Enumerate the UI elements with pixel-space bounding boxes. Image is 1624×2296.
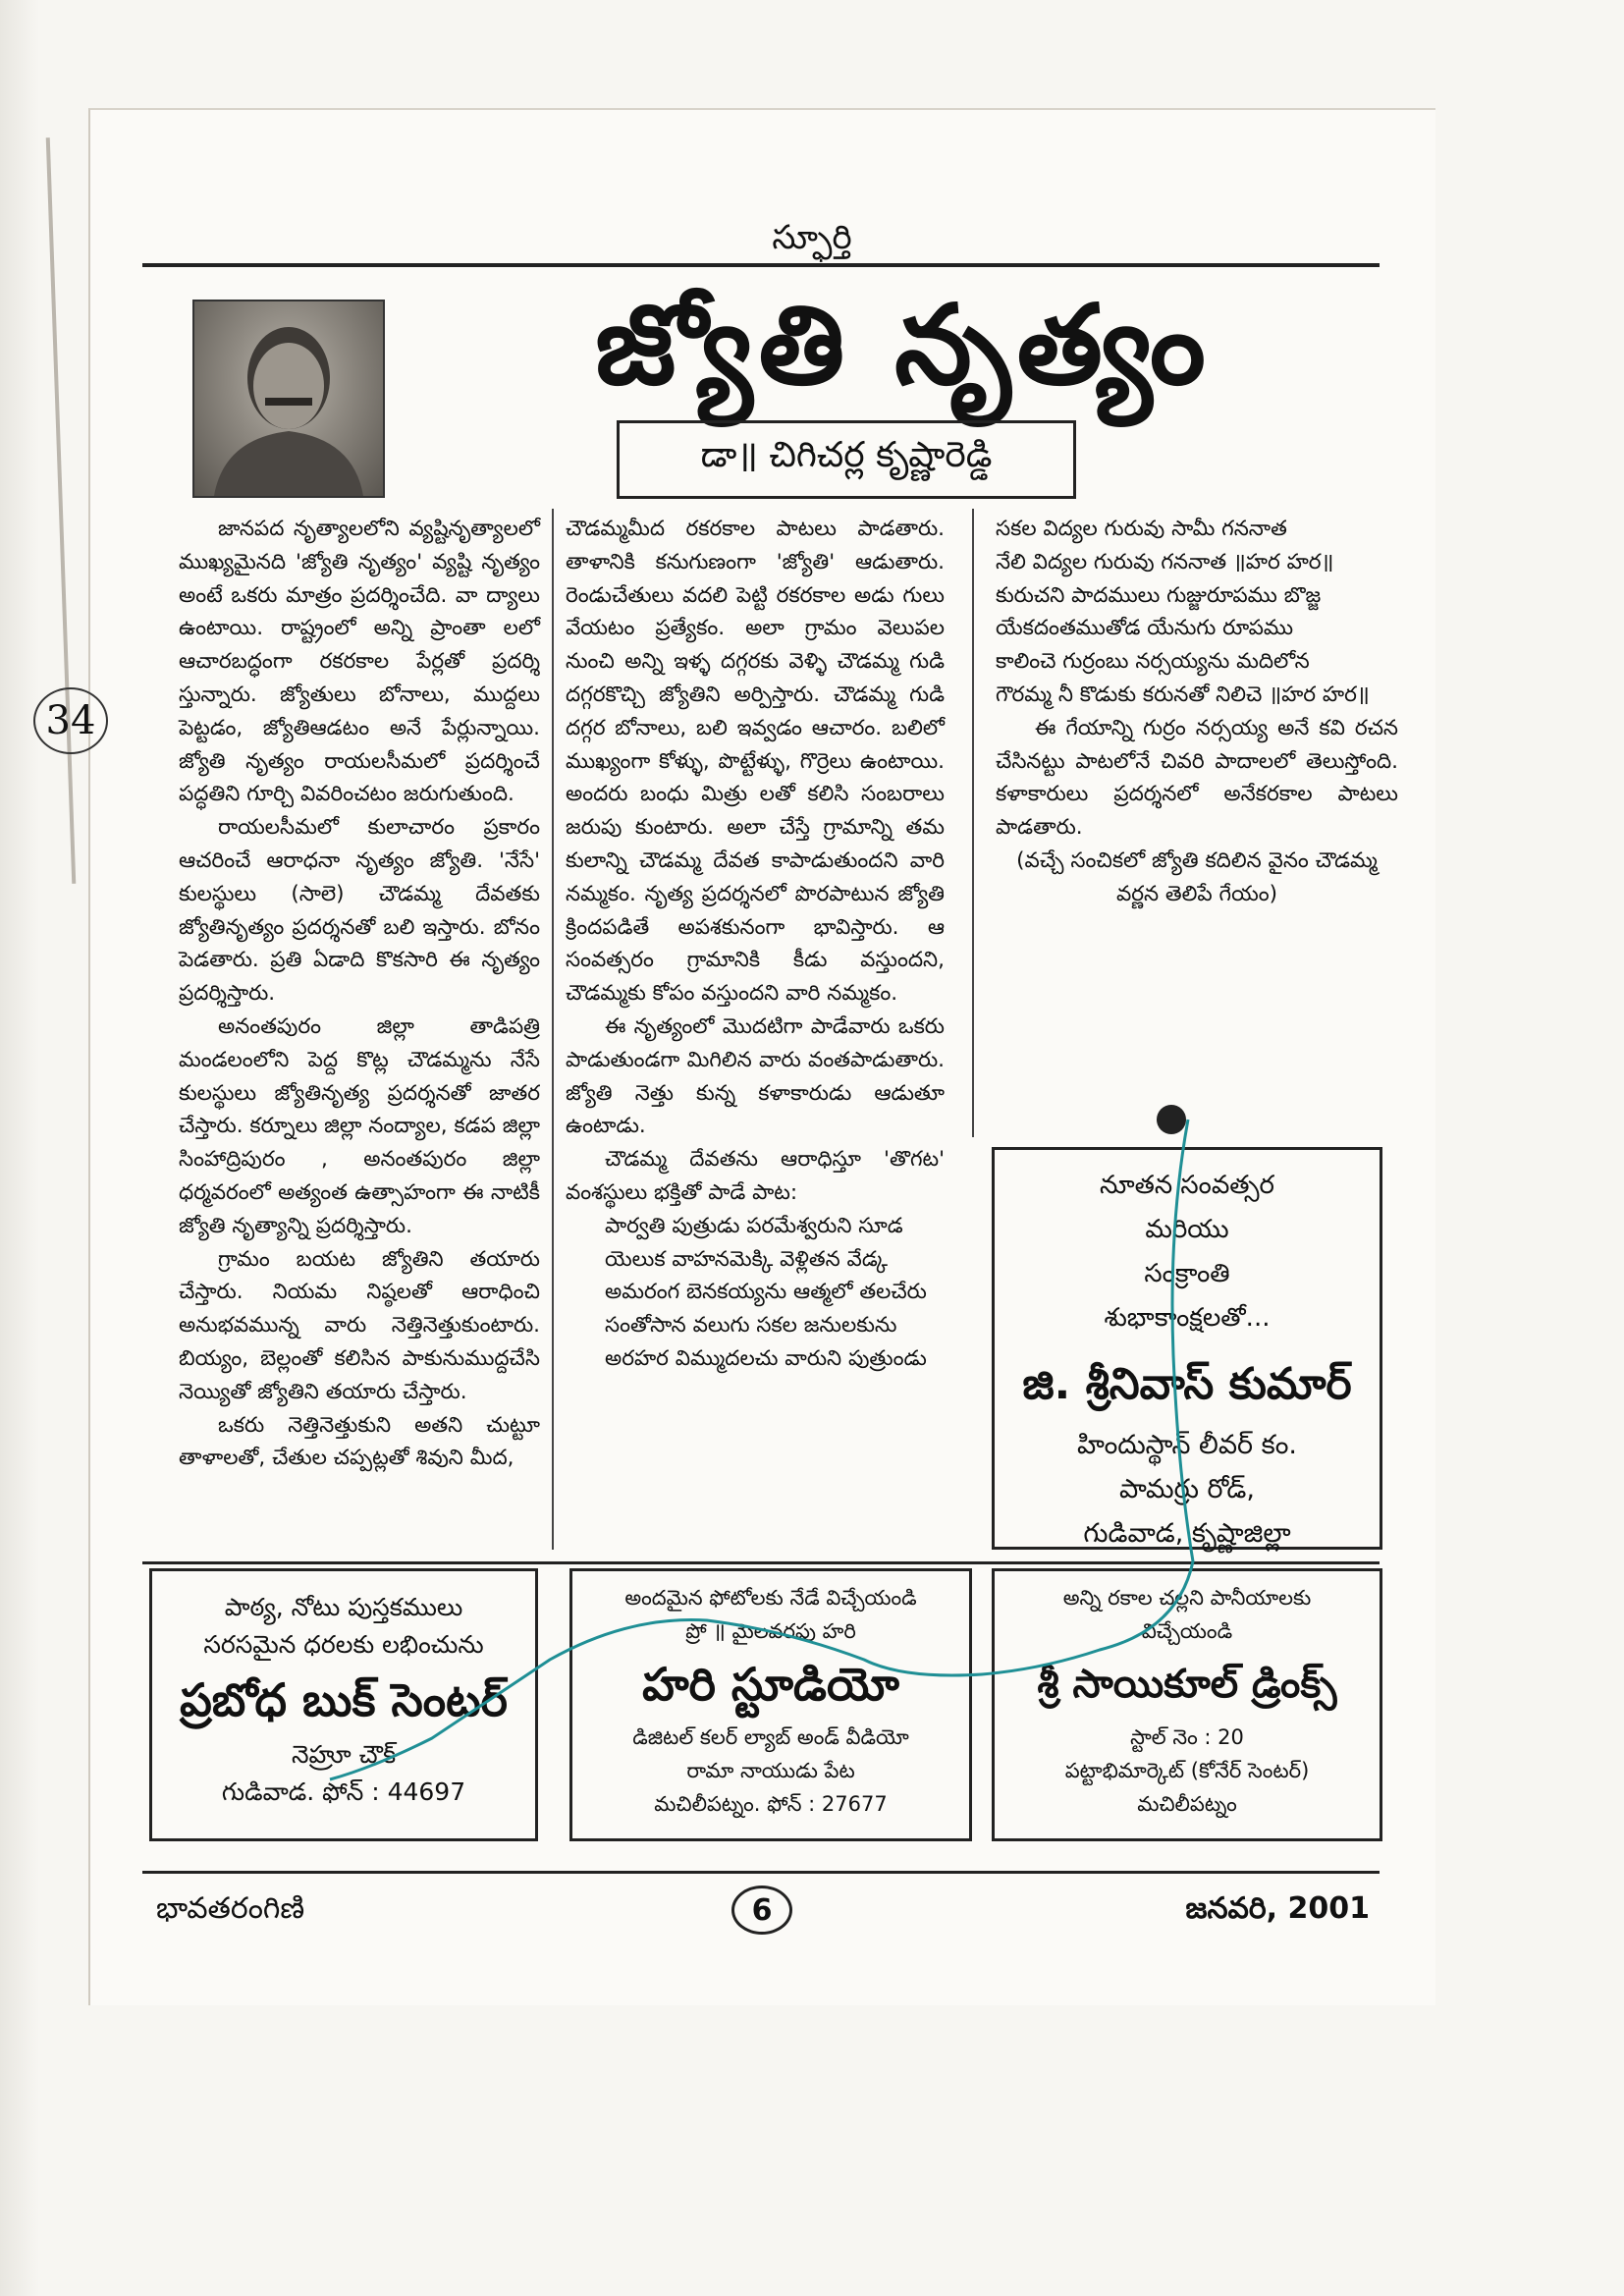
paragraph: గ్రామం బయట జ్యోతిని తయారు చేస్తారు. నియమ నిష్ఠలతో ఆరాధించి అనుభవమున్న వారు నెత్తినెత్తుకుంటారు. బియ్యం, బెల్లంతో కలిసిన పాకునుముద్దచేసి నెయ్యితో జ్యోతిని తయారు చేస్తారు.: [179, 1246, 540, 1404]
paragraph: ఈ నృత్యంలో మొదటిగా పాడేవారు ఒకరు పాడుతుండగా మిగిలిన వారు వంతపాడుతారు. జ్యోతి నెత్తు కున్న కళాకారుడు ఆడుతూ ఉంటాడు.: [566, 1013, 945, 1139]
advertiser-detail: పామర్రు రోడ్,: [1119, 1474, 1255, 1504]
song-line: సంతోసాన వలుగు సకల జనులకును: [605, 1313, 897, 1339]
ad-heading: శ్రీ సాయికూల్ డ్రింక్స్: [1037, 1662, 1337, 1707]
ad-line: పాఠ్య, నోటు పుస్తకములు: [224, 1593, 463, 1621]
issue-date: జనవరి, 2001: [1185, 1891, 1370, 1926]
ad-heading: ప్రబోధ బుక్ సెంటర్: [180, 1673, 508, 1726]
ad-phone: మచిలీపట్నం. ఫోన్ : 27677: [654, 1792, 888, 1816]
advertiser-name: జి. శ్రీనివాస్ కుమార్: [1022, 1359, 1352, 1409]
song-line: కాలించె గుర్రంబు నర్సయ్యను మదిలోన: [996, 649, 1310, 675]
ad-phone: గుడివాడ. ఫోన్ : 44697: [221, 1777, 466, 1806]
paragraph: ఒకరు నెత్తినెత్తుకుని అతని చుట్టూ తాళాలతో, చేతుల చప్పట్లతో శివుని మీద,: [179, 1412, 540, 1471]
author-byline: డా॥ చిగిచర్ల కృష్ణారెడ్డి: [617, 420, 1076, 499]
song-line: యేకదంతముతోడ యేనుగు రూపము: [996, 616, 1294, 641]
ad-address: నెహ్రూ చౌక్: [291, 1740, 397, 1769]
ad-line: పట్టాభిమార్కెట్ (కోనేర్ సెంటర్): [1064, 1759, 1310, 1782]
handwritten-page-number: 34: [33, 687, 108, 754]
ad-line: డిజిటల్ కలర్ ల్యాబ్ అండ్ వీడియో: [632, 1725, 909, 1749]
greeting-line: మరియు: [1145, 1215, 1229, 1244]
paragraph: చౌడమ్మ దేవతను ఆరాధిస్తూ 'తొగట' వంశస్థులు భక్తితో పాడే పాట:: [566, 1147, 945, 1205]
ad-line: ప్రో ॥ మైలవరపు హరి: [685, 1619, 856, 1643]
article-title: జ్యోతి నృత్యం: [595, 281, 1212, 410]
ad-heading: హరి స్టూడియో: [642, 1658, 899, 1711]
greeting-line: సంక్రాంతి: [1144, 1259, 1230, 1288]
paragraph: ఈ గేయాన్ని గుర్రం నర్సయ్య అనే కవి రచన చేసినట్టు పాటలోనే చివరి పాదాలలో తెలుస్తోంది. కళాకారులు ప్రదర్శనలో అనేకరకాల పాటలు పాడతారు.: [996, 715, 1398, 841]
greeting-line: శుభాకాంక్షలతో...: [1104, 1303, 1271, 1333]
ad-line: అన్ని రకాల చల్లని పానీయాలకు: [1062, 1586, 1312, 1610]
ad-line: విచ్చేయండి: [1141, 1619, 1233, 1643]
song-line: సకల విద్యల గురువు సామీ గననాత: [996, 517, 1287, 541]
advertiser-detail: హిందుస్థాన్ లీవర్ కం.: [1076, 1430, 1298, 1460]
advertiser-detail: గుడివాడ, కృష్ణాజిల్లా: [1083, 1518, 1291, 1549]
ad-line: స్టాల్ నెం : 20: [1130, 1725, 1244, 1749]
section-kicker: స్ఫూర్తి: [772, 218, 852, 257]
song-line: అమరంగ బెనకయ్యను ఆత్మలో తలచేరు: [605, 1280, 927, 1305]
magazine-name: భావతరంగిణి: [156, 1891, 305, 1926]
ad-line: సరసమైన ధరలకు లభించును: [203, 1630, 484, 1659]
song-line: అరహర విమ్ముదలచు వారుని పుత్రుండు: [605, 1345, 927, 1371]
pen-stroke: [330, 1120, 1193, 1779]
greeting-line: నూతన సంవత్సర: [1100, 1171, 1274, 1200]
song-line: గౌరమ్మ నీ కొడుకు కరునతో నిలిచె ॥హర హర॥: [996, 682, 1370, 707]
paragraph: చౌడమ్మమీద రకరకాల పాటలు పాడతారు. తాళానికి కనుగుణంగా 'జ్యోతి' ఆడుతారు. రెండుచేతులు వదలి పెట్టి రకరకాల అడు గులు వేయటం ప్రత్యేకం. అలా గ్రామం వెలుపల నుంచి అన్ని ఇళ్ళ దగ్గరకు వెళ్ళి చౌడమ్మ గుడి దగ్గరకొచ్చి జ్యోతిని అర్పిస్తారు. చౌడమ్మ గుడి దగ్గర బోనాలు, బలి ఇవ్వడం ఆచారం. బలిలో ముఖ్యంగా కోళ్ళు, పొట్టేళ్ళు, గొర్రెలు ఉంటాయి. అందరు బంధు మిత్రు లతో కలిసి సంబరాలు జరుపు కుంటారు. అలా చేస్తే గ్రామాన్ని తమ కులాన్ని చౌడమ్మ దేవత కాపాడుతుందని వారి నమ్మకం. నృత్య ప్రదర్శనలో పొరపాటున జ్యోతి క్రిందపడితే అపశకునంగా భావిస్తారు. ఆ సంవత్సరం గ్రామానికి కీడు వస్తుందని, చౌడమ్మకు కోపం వస్తుందని వారి నమ్మకం.: [566, 517, 945, 1007]
ad-line: రామా నాయుడు పేట: [686, 1759, 855, 1782]
song-line: పార్వతి పుత్రుడు పరమేశ్వరుని సూడ: [605, 1213, 903, 1238]
paragraph: జానపద నృత్యాలలోని వ్యష్టినృత్యాలలో ముఖ్యమైనది 'జ్యోతి నృత్యం' వ్యష్టి నృత్యం అంటే ఒకరు మాత్రం ప్రదర్శించేది. వా ద్యాలు ఉంటాయి. రాష్ట్రంలో అన్ని ప్రాంతా లలో ఆచారబద్ధంగా రకరకాల పేర్లతో ప్రదర్శి స్తున్నారు. జ్యోతులు బోనాలు, ముద్దలు పెట్టడం, జ్యోతిఆడటం అనే పేర్లున్నాయి. జ్యోతి నృత్యం రాయలసీమలో ప్రదర్శించే పద్ధతిని గూర్చి వివరించటం జరుగుతుంది.: [179, 517, 540, 807]
song-line: కురుచని పాదములు గుజ్జురూపము బొజ్జ: [996, 582, 1322, 608]
next-issue-note: (వచ్చే సంచికలో జ్యోతి కదిలిన వైనం చౌడమ్మ వర్ణన తెలిపే గేయం): [1016, 847, 1378, 906]
paragraph: అనంతపురం జిల్లా తాడిపత్రి మండలంలోని పెద్ద కొట్ల చౌడమ్మను నేసే కులస్థులు జ్యోతినృత్య ప్రదర్శనతో జాతర చేస్తారు. కర్నూలు జిల్లా నంద్యాల, కడప జిల్లా సింహాద్రిపురం , అనంతపురం జిల్లా ధర్మవరంలో అత్యంత ఉత్సాహంగా ఈ నాటికీ జ్యోతి నృత్యాన్ని ప్రదర్శిస్తారు.: [179, 1013, 540, 1238]
ad-line: మచిలీపట్నం: [1137, 1792, 1237, 1816]
page-number: 6: [731, 1886, 792, 1935]
song-line: యెలుక వాహనమెక్కి వెళ్లితన వేడ్క: [605, 1246, 889, 1272]
song-line: నేలి విద్యల గురువు గననాత ॥హర హర॥: [996, 549, 1334, 574]
paragraph: రాయలసీమలో కులాచారం ప్రకారం ఆచరించే ఆరాధనా నృత్యం జ్యోతి. 'నేసే' కులస్థులు (సాలె) చౌడమ్మ దేవతకు జ్యోతినృత్యం ప్రదర్శనతో బలి ఇస్తారు. బోనం పెడతారు. ప్రతి ఏడాది కొకసారి ఈ నృత్యం ప్రదర్శిస్తారు.: [179, 815, 540, 1007]
ad-line: అందమైన ఫోటోలకు నేడే విచ్చేయండి: [624, 1586, 917, 1610]
